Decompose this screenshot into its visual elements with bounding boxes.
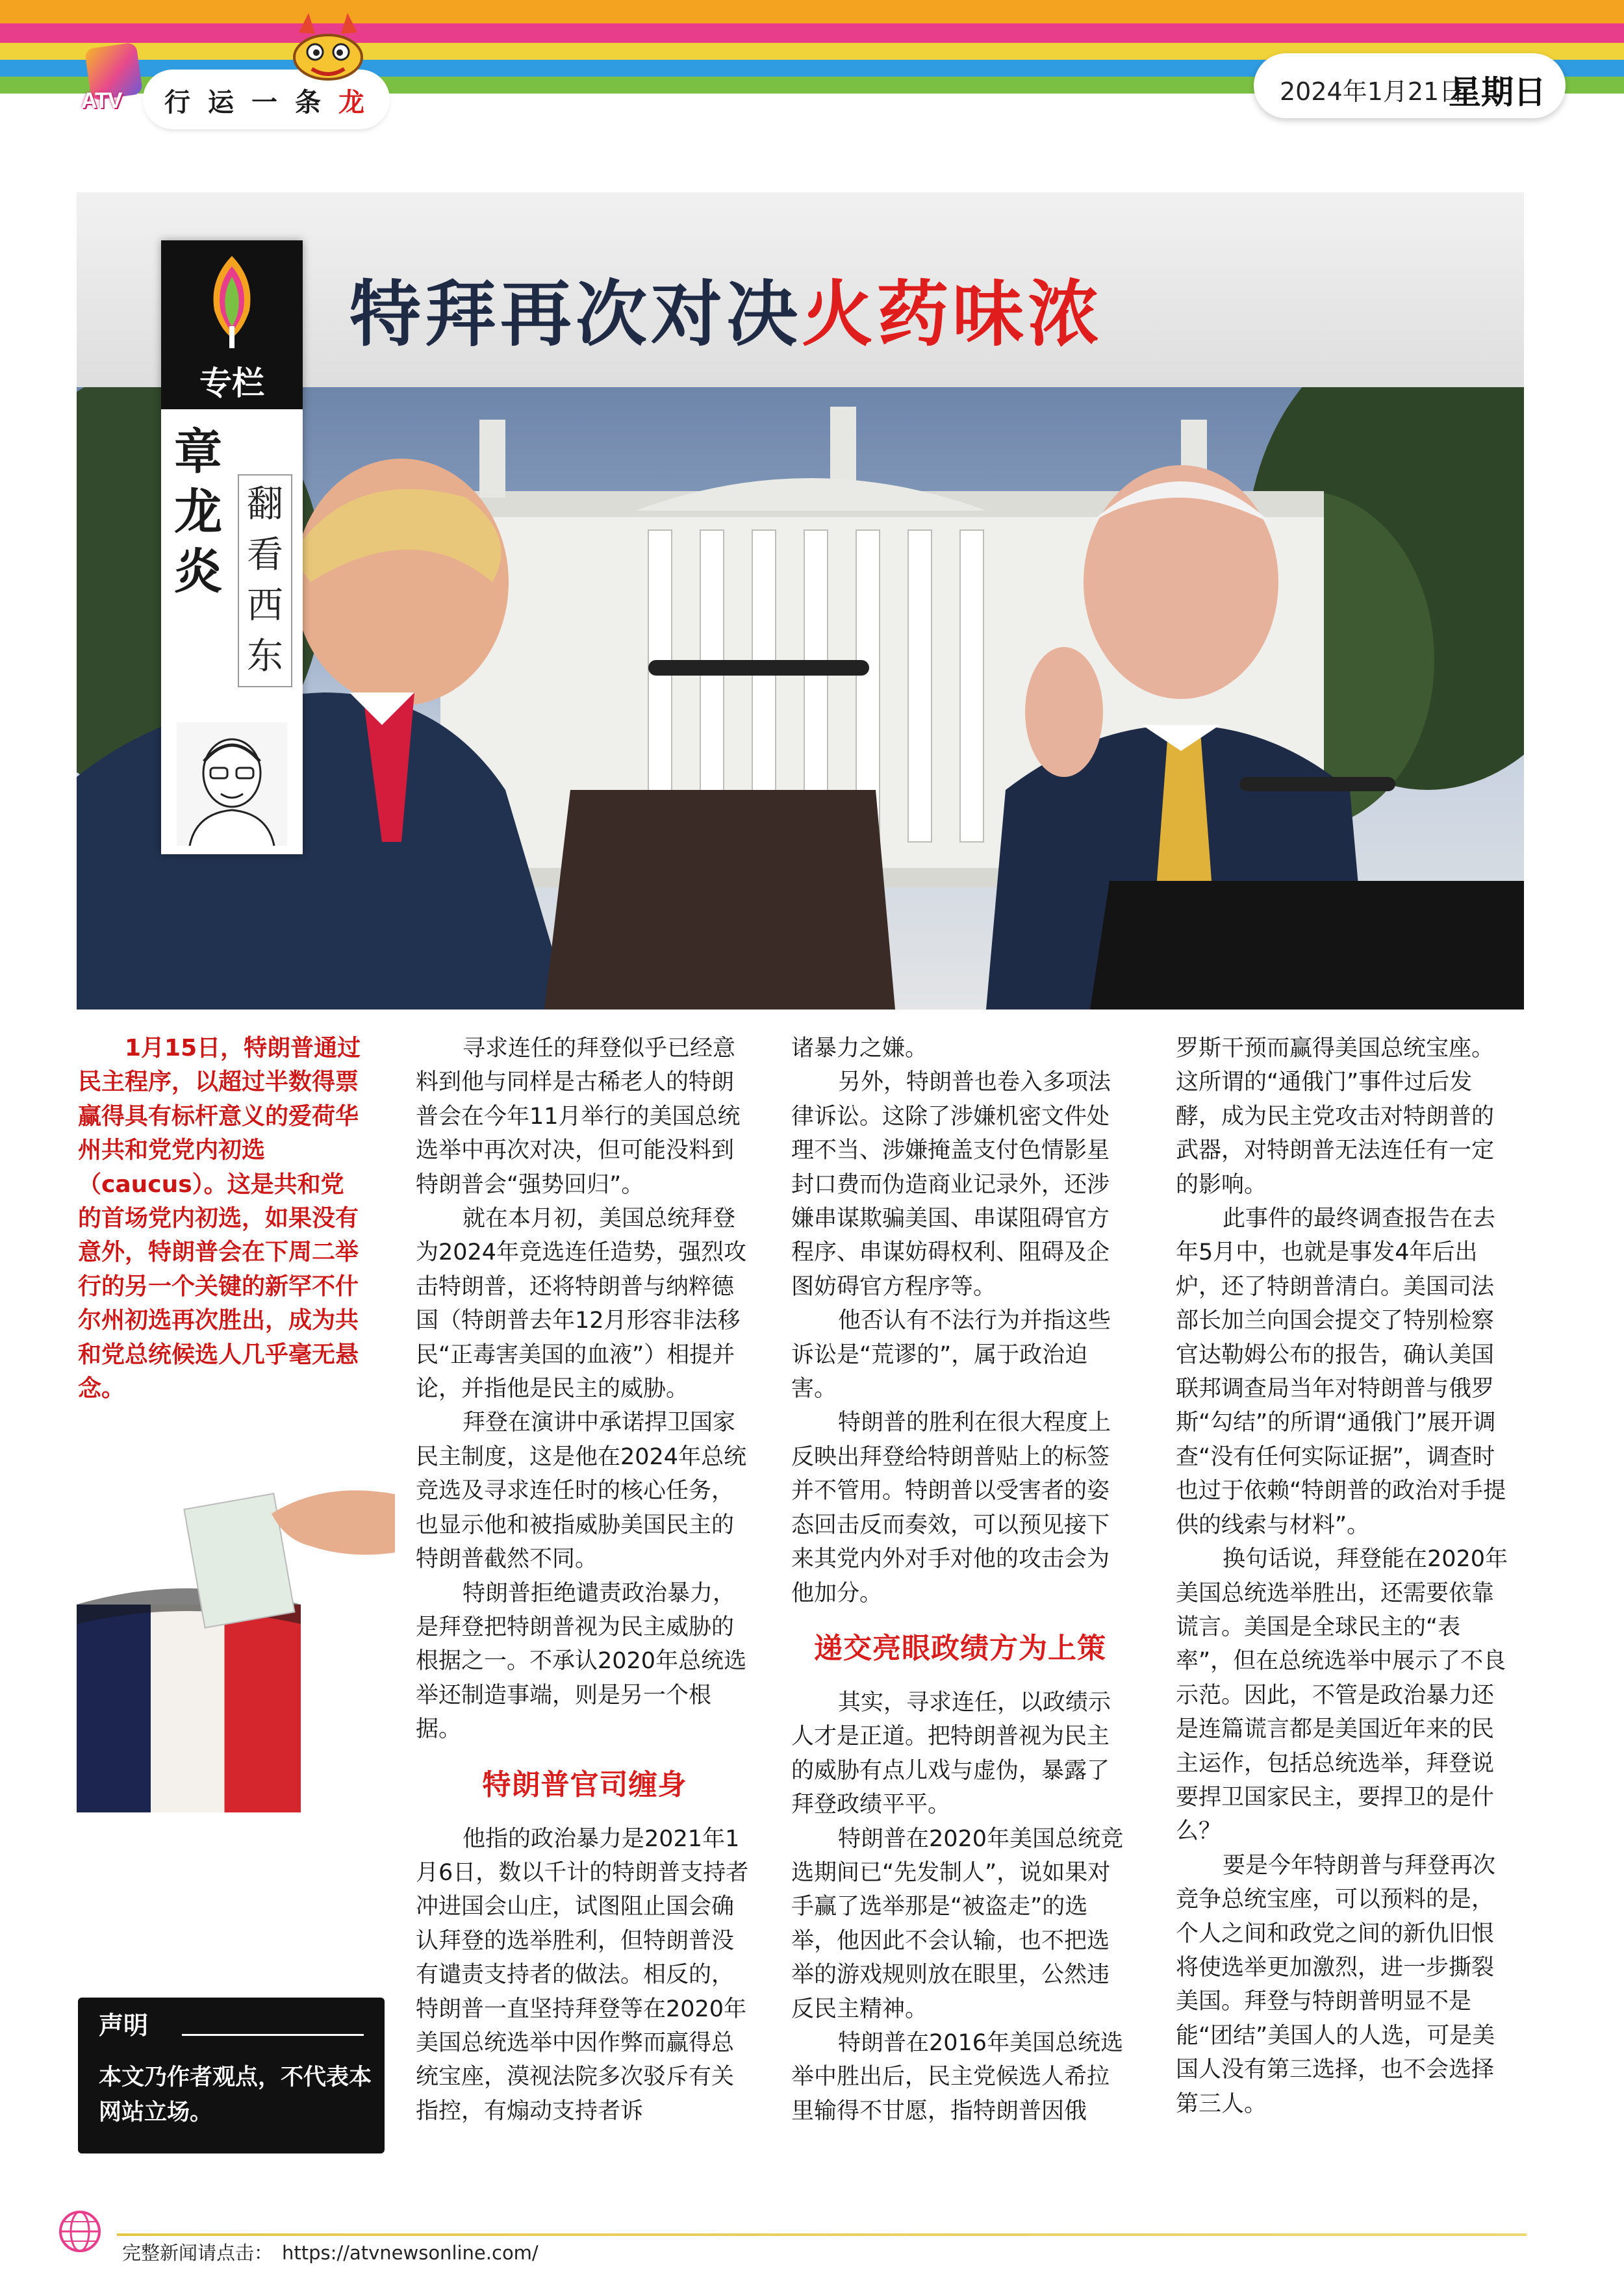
slogan-char: 行	[164, 88, 190, 118]
column-title-char: 看	[247, 534, 283, 576]
author-char: 龙	[174, 484, 222, 540]
article-paragraph: 寻求连任的拜登似乎已经意料到他与同样是古稀老人的特朗普会在今年11月举行的美国总统选举中再次对决，但可能没料到特朗普会“强势回归”。	[416, 1035, 741, 1198]
column-badge-top	[161, 240, 303, 409]
article-paragraph: 诸暴力之嫌。	[791, 1035, 928, 1061]
slogan-char: 条	[295, 88, 321, 118]
article-paragraph: 特朗普拒绝谴责政治暴力，是拜登把特朗普视为民主威胁的根据之一。不承认2020年总统选举还制造事端，则是另一个根据。	[416, 1580, 747, 1743]
article-paragraph: 拜登在演讲中承诺捍卫国家民主制度，这是他在2024年总统竞选及寻求连任时的核心任务，也显示他和被指威胁美国民主的特朗普截然不同。	[416, 1410, 747, 1573]
stripe-pink	[0, 23, 1624, 43]
atv-logo[interactable]	[81, 45, 151, 117]
declaration-title: 声明	[99, 2011, 149, 2040]
article-paragraph: 特朗普在2016年美国总统选举中胜出后，民主党候选人希拉里输得不甘愿，指特朗普因俄	[791, 2029, 1124, 2124]
article-paragraph: 要是今年特朗普与拜登再次竞争总统宝座，可以预料的是，个人之间和政党之间的新仇旧恨将使选举更加激烈，进一步撕裂美国。拜登与特朗普明显不是能“团结”美国人的人选，可是美国人没有第三选择，也不会选择第三人。	[1176, 1852, 1496, 2117]
declaration-rule	[182, 2034, 364, 2036]
author-portrait-sketch	[177, 722, 287, 846]
stripe-orange	[0, 0, 1624, 23]
column-title-char: 翻	[247, 483, 283, 526]
article-paragraph: 其实，寻求连任，以政绩示人才是正道。把特朗普视为民主的威胁有点儿戏与虚伪，暴露了拜登政绩平平。	[791, 1689, 1111, 1818]
slogan-char: 一	[251, 88, 277, 118]
column-title-char: 西	[247, 585, 283, 627]
article-paragraph: 换句话说，拜登能在2020年美国总统选举胜出，还需要依靠谎言。美国是全球民主的“表率”，但在总统选举中展示了不良示范。因此，不管是政治暴力还是连篇谎言都是美国近年来的民主运作，包括总统选举，拜登说要捍卫国家民主，要捍卫的是什么？	[1176, 1546, 1508, 1845]
footer-link[interactable]: https://atvnewsonline.com/	[282, 2242, 539, 2264]
article-column-3	[1176, 1032, 1514, 2121]
article-column-1	[416, 1032, 754, 2128]
column-title	[238, 474, 292, 687]
article-paragraph: 特朗普的胜利在很大程度上反映出拜登给特朗普贴上的标签并不管用。特朗普以受害者的姿态回击反而奏效，可以预见接下来其党内外对手对他的攻击会为他加分。	[791, 1410, 1111, 1607]
author-name	[174, 422, 220, 602]
lead-paragraph: 1月15日，特朗普通过民主程序，以超过半数得票赢得具有标杆意义的爱荷华州共和党党内初选（caucus）。这是共和党的首场党内初选，如果没有意外，特朗普会在下周二举行的另一个关键的新罕不什尔州初选再次胜出，成为共和党总统候选人几乎毫无悬念。	[78, 1035, 361, 1403]
column-badge	[161, 240, 303, 854]
ballot-box-illustration	[77, 1475, 395, 1812]
slogan-char: 运	[208, 88, 234, 118]
column-title-char: 东	[247, 635, 283, 678]
article-paragraph: 特朗普在2020年美国总统竞选期间已“先发制人”，说如果对手赢了选举那是“被盗走”的选举，他因此不会认输，也不把选举的游戏规则放在眼里，公然违反民主精神。	[791, 1825, 1124, 2022]
article-column-2	[791, 1032, 1129, 2128]
dragon-mascot-icon	[286, 6, 370, 84]
section-heading: 特朗普官司缠身	[482, 1768, 687, 1801]
news-globe-icon	[57, 2209, 103, 2254]
issue-weekday: 星期日	[1449, 73, 1546, 111]
article-paragraph: 就在本月初，美国总统拜登为2024年竞选连任造势，强烈攻击特朗普，还将特朗普与纳粹德国（特朗普去年12月形容非法移民“正毒害美国的血液”）相提并论，并指他是民主的威胁。	[416, 1206, 747, 1403]
headline	[349, 257, 1103, 360]
slogan-char: 龙	[338, 88, 364, 118]
headline-part-1: 特拜再次对决	[349, 273, 802, 356]
article-paragraph: 此事件的最终调查报告在去年5月中，也就是事发4年后出炉，还了特朗普清白。美国司法部长加兰向国会提交了特别检察官达勒姆公布的报告，确认美国联邦调查局当年对特朗普与俄罗斯“勾结”的所谓“通俄门”展开调查“没有任何实际证据”，调查时也过于依赖“特朗普的政治对手提供的线索与材料”。	[1176, 1206, 1506, 1538]
footer-rule	[117, 2233, 1527, 2236]
logo-text: ATV	[81, 88, 122, 113]
issue-date: 2024年1月21日	[1280, 77, 1464, 106]
headline-part-2: 火药味浓	[802, 273, 1103, 356]
footer-text	[122, 2239, 539, 2265]
footer-label: 完整新闻请点击：	[122, 2242, 273, 2264]
section-heading: 递交亮眼政绩方为上策	[814, 1631, 1106, 1665]
article-paragraph: 他否认有不法行为并指这些诉讼是“荒谬的”，属于政治迫害。	[791, 1308, 1111, 1403]
article-paragraph: 他指的政治暴力是2021年1月6日，数以千计的特朗普支持者冲进国会山庄，试图阻止国会确认拜登的选举胜利，但特朗普没有谴责支持者的做法。相反的，特朗普一直坚持拜登等在2020年美国总统选举中因作弊而赢得总统宝座，漠视法院多次驳斥有关指控，有煽动支持者诉	[416, 1825, 749, 2124]
quill-pen-icon	[197, 253, 266, 351]
author-char: 炎	[174, 544, 222, 600]
date-box	[1254, 53, 1566, 118]
article-paragraph: 另外，特朗普也卷入多项法律诉讼。这除了涉嫌机密文件处理不当、涉嫌掩盖支付色情影星封口费而伪造商业记录外，还涉嫌串谋欺骗美国、串谋阻碍官方程序、串谋妨碍权利、阻碍及企图妨碍官方程序等。	[791, 1069, 1111, 1300]
article-paragraph: 罗斯干预而赢得美国总统宝座。这所谓的“通俄门”事件过后发酵，成为民主党攻击对特朗普的武器，对特朗普无法连任有一定的影响。	[1176, 1035, 1495, 1198]
declaration-body: 本文乃作者观点，不代表本网站立场。	[99, 2064, 372, 2126]
column-label: 专栏	[199, 364, 264, 402]
declaration-box	[78, 1998, 385, 2153]
author-char: 章	[174, 424, 222, 480]
